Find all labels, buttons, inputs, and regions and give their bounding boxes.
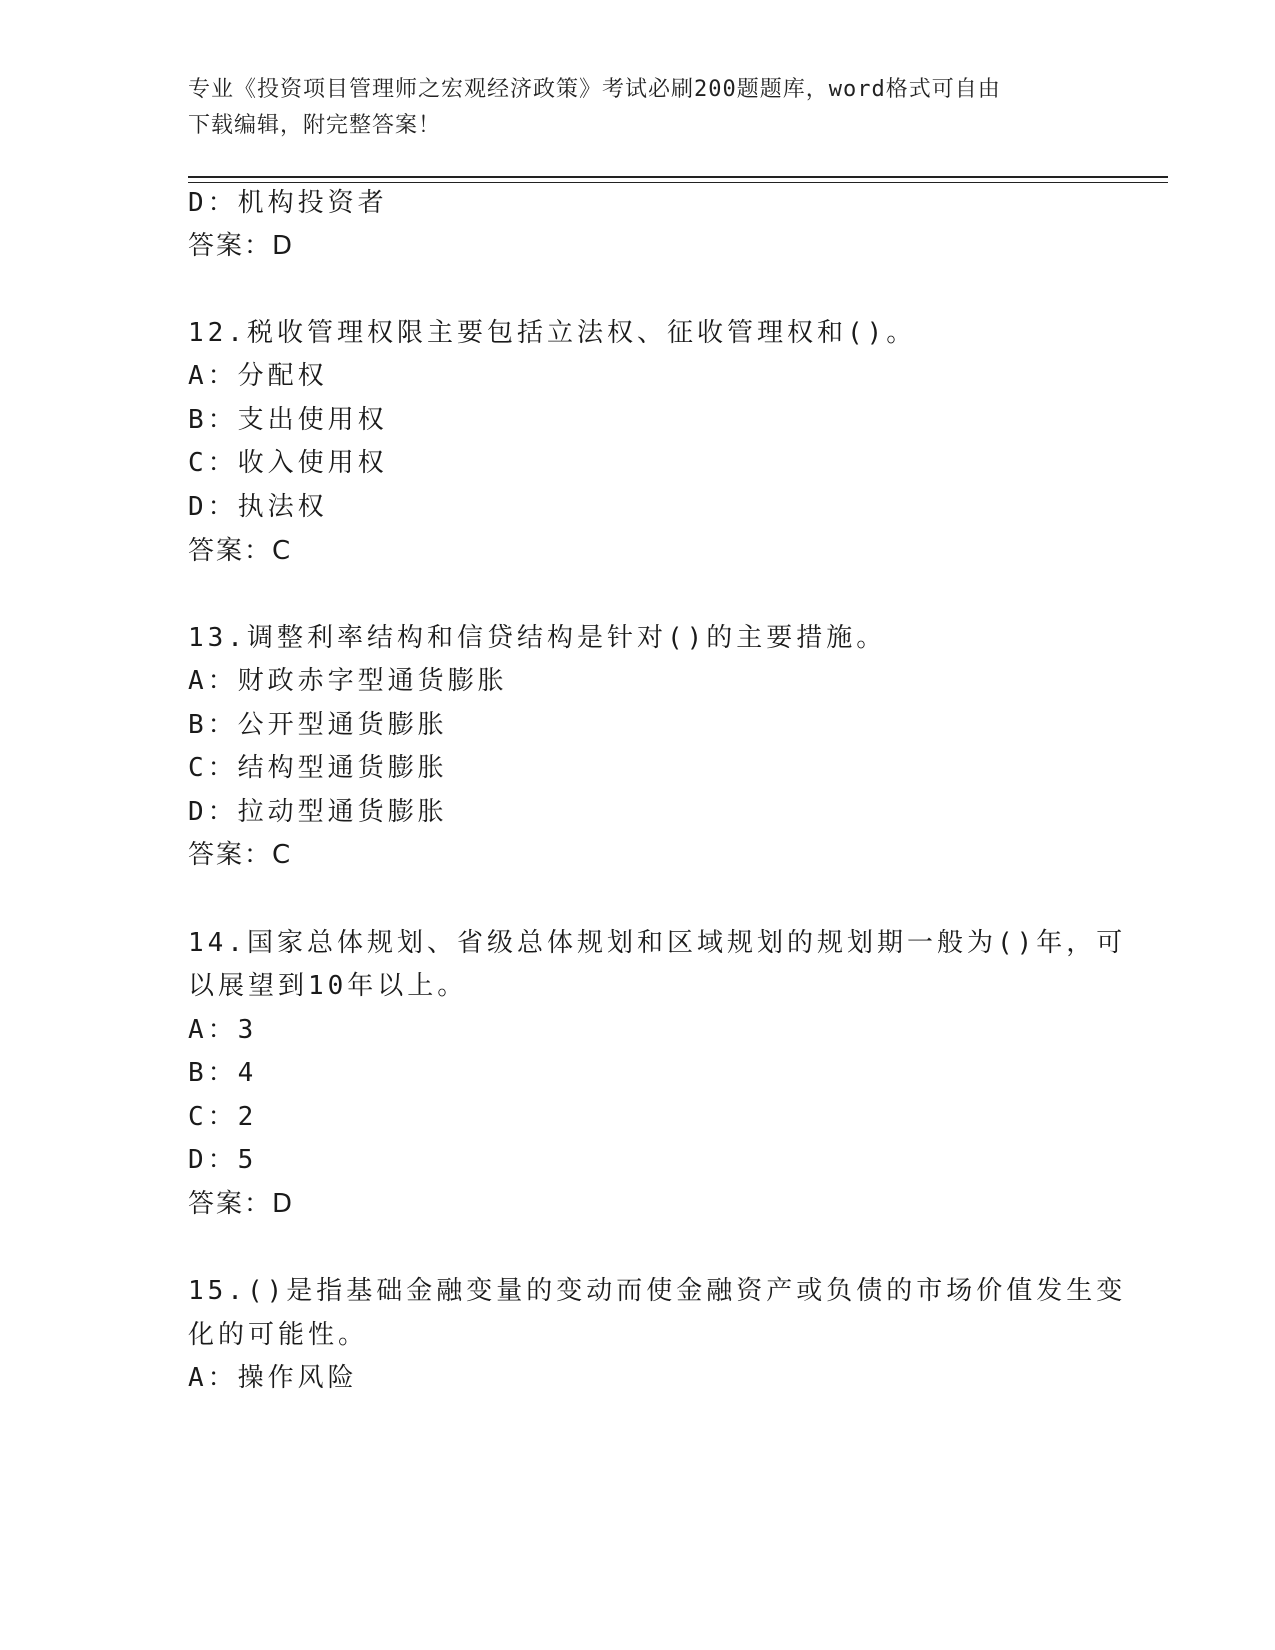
q13-option-a: A：财政赤字型通货膨胀	[188, 666, 508, 696]
q13-option-b: B：公开型通货膨胀	[188, 710, 448, 740]
q14-option-d: D：5	[188, 1145, 258, 1175]
q12-option-b: B：支出使用权	[188, 405, 388, 435]
q14-option-a: A：3	[188, 1015, 258, 1045]
q14-stem-line-1: 14.国家总体规划、省级总体规划和区域规划的规划期一般为()年，可	[188, 928, 1127, 958]
document-header	[188, 72, 1088, 144]
q12-option-d: D：执法权	[188, 492, 328, 522]
header-title-line-2: 下载编辑，附完整答案！	[188, 113, 442, 138]
q13-option-c: C：结构型通货膨胀	[188, 753, 448, 783]
q11-answer: 答案：D	[188, 231, 295, 261]
q14-stem-line-2: 以展望到10年以上。	[188, 971, 468, 1001]
q14-answer: 答案：D	[188, 1189, 295, 1219]
q13-stem: 13.调整利率结构和信贷结构是针对()的主要措施。	[188, 623, 887, 653]
q15-stem-line-2: 化的可能性。	[188, 1320, 369, 1350]
q15-stem-line-1: 15.()是指基础金融变量的变动而使金融资产或负债的市场价值发生变	[188, 1276, 1127, 1306]
header-title-line-1: 专业《投资项目管理师之宏观经济政策》考试必刷200题题库，word格式可自由	[188, 77, 1001, 102]
q13-answer: 答案：C	[188, 840, 293, 870]
header-divider-thin	[188, 182, 1168, 183]
q14-option-b: B：4	[188, 1058, 258, 1088]
q12-option-c: C：收入使用权	[188, 448, 388, 478]
q12-stem: 12.税收管理权限主要包括立法权、征收管理权和()。	[188, 318, 917, 348]
q14-option-c: C：2	[188, 1102, 258, 1132]
q12-answer: 答案：C	[188, 536, 293, 566]
q12-option-a: A：分配权	[188, 361, 328, 391]
header-divider-thick	[188, 176, 1168, 178]
q11-option-d: D：机构投资者	[188, 188, 388, 218]
q15-option-a: A：操作风险	[188, 1363, 358, 1393]
q13-option-d: D：拉动型通货膨胀	[188, 797, 448, 827]
